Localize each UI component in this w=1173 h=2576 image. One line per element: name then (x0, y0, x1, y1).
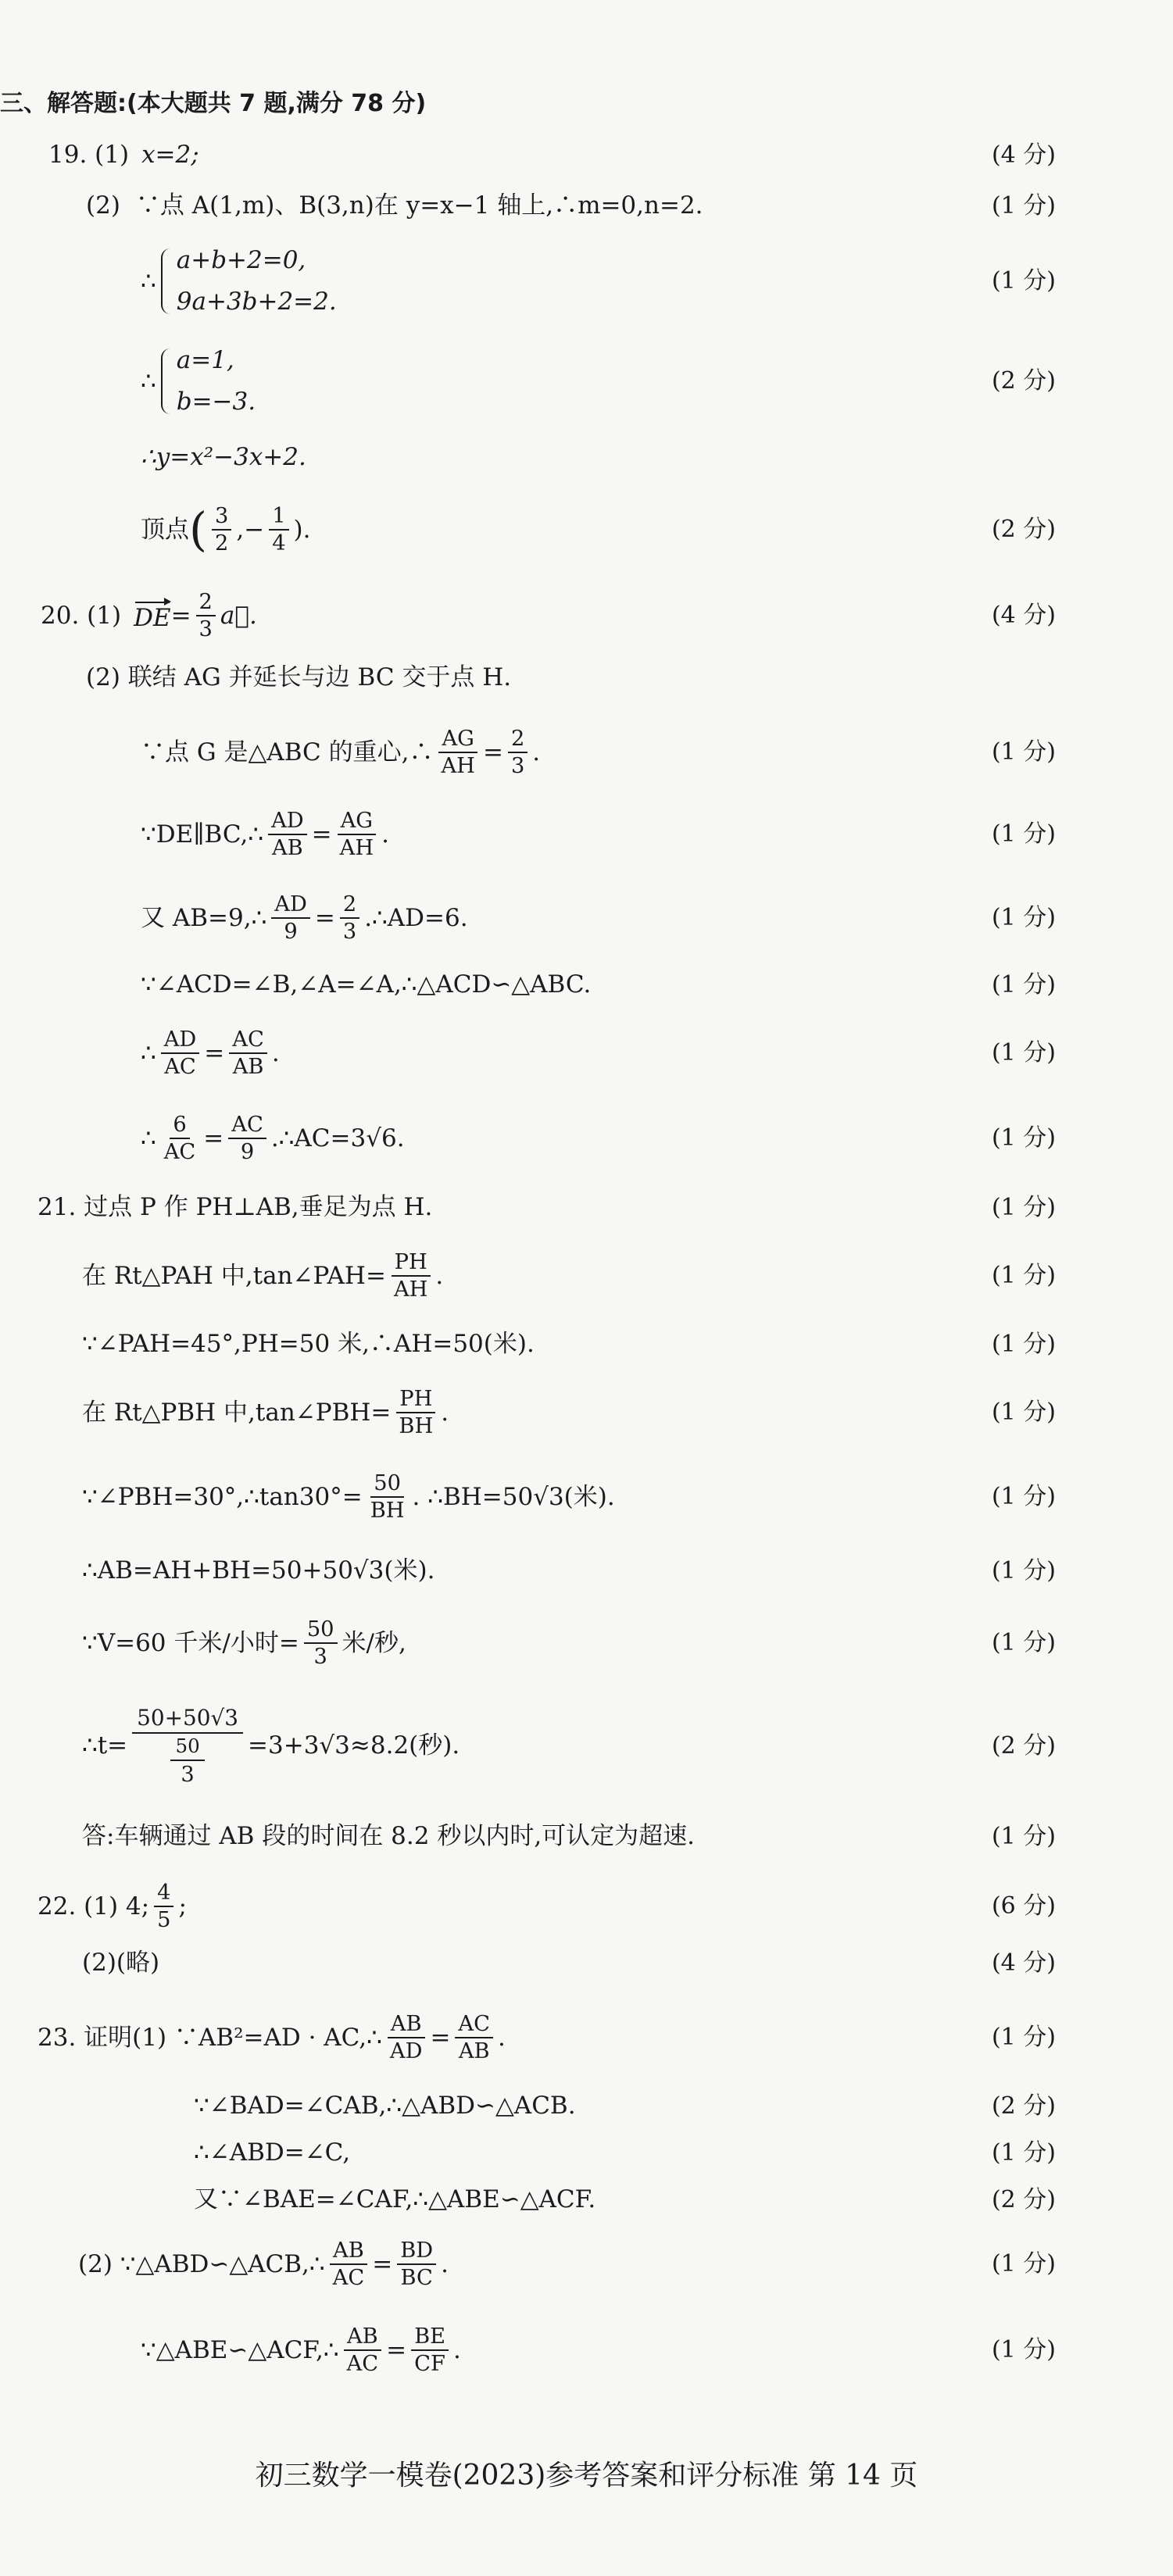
q22-line-1: 22. (1) 4; $\frac{4}{5}$ ; (6 分) (38, 1880, 1056, 1932)
q21-line-5: ∵∠PBH=30°,∴tan30°= $\frac{50}{BH}$ . ∴BH=50√3(米). (1 分) (82, 1470, 1056, 1523)
q20-line-8: ∴ $\frac{6}{AC}$ = $\frac{AC}{9}$ .∴AC=3√6. (1 分) (141, 1112, 1056, 1164)
fraction: $\frac{50}{BH}$ (370, 1470, 405, 1523)
score: (1 分) (991, 2336, 1056, 2363)
section-title: 三、解答题:(本大题共 7 题,满分 78 分) (0, 90, 427, 117)
q21-line-3: ∵∠PAH=45°,PH=50 米,∴AH=50(米). (1 分) (82, 1330, 1056, 1358)
score: (6 分) (991, 1892, 1056, 1920)
fraction: $\frac{PH}{AH}$ (391, 1252, 431, 1301)
score: (1 分) (991, 1124, 1056, 1152)
compound-fraction: $\frac{50+50√3}{\frac{50}{3}}$ (132, 1707, 243, 1785)
q21-line-6: ∴AB=AH+BH=50+50√3(米). (1 分) (82, 1556, 1056, 1585)
q19-line-5: ∴y=x²−3x+2. (141, 443, 306, 471)
fraction: $\frac{AB}{AD}$ (387, 2013, 426, 2063)
score: (1 分) (991, 1556, 1056, 1585)
fraction: $\frac{6}{AC}$ (163, 1112, 196, 1164)
q20-line-7: ∴ $\frac{AD}{AC}$ = $\frac{AC}{AB}$ . (1 分) (141, 1027, 1056, 1079)
fraction: $\frac{50}{3}$ (170, 1737, 204, 1785)
score: (2 分) (991, 2092, 1056, 2120)
fraction: $\frac{AC}{AB}$ (455, 2013, 493, 2063)
q20-line-4: ∵DE∥BC,∴ $\frac{AD}{AB}$ = $\frac{AG}{AH}$ . (1 分) (141, 808, 1056, 860)
q19-line-2: (2) ∵点 A(1,m)、B(3,n)在 y=x−1 轴上,∴m=0,n=2. (1 分) (86, 191, 1056, 220)
fraction: $\frac{AB}{AC}$ (344, 2326, 382, 2375)
score: (1 分) (991, 820, 1056, 848)
page-footer: 初三数学一模卷(2023)参考答案和评分标准 第 14 页 (255, 2460, 918, 2492)
fraction: $\frac{AB}{AC}$ (330, 2240, 368, 2289)
fraction: $\frac{BE}{CF}$ (411, 2326, 449, 2375)
score: (2 分) (991, 2185, 1056, 2213)
q21-line-8: ∴t= $\frac{50+50√3}{\frac{50}{3}}$ =3+3√3≈8.2(秒). (2 分) (82, 1705, 1056, 1787)
equation-system: a+b+2=0, 9a+3b+2=2. (161, 248, 337, 314)
fraction: $\frac{AC}{9}$ (228, 1114, 266, 1163)
score: (1 分) (991, 1330, 1056, 1358)
q23-line-3: ∴∠ABD=∠C, (1 分) (194, 2138, 1056, 2167)
score: (1 分) (991, 1483, 1056, 1510)
q21-line-7: ∵V=60 千米/小时= $\frac{50}{3}$ 米/秒, (1 分) (82, 1617, 1056, 1669)
fraction: $\frac{2}{3}$ (508, 728, 527, 777)
fraction: $\frac{AC}{AB}$ (229, 1029, 267, 1078)
score: (4 分) (991, 1949, 1056, 1977)
score: (2 分) (991, 367, 1056, 395)
fraction: $\frac{AG}{AH}$ (438, 728, 477, 777)
q20-line-1: 20. (1) DE = $\frac{2}{3}$ a⃗. (4 分) (41, 589, 1056, 641)
fraction: $\frac{AD}{9}$ (271, 894, 310, 943)
fraction: $\frac{3}{2}$ (212, 506, 231, 555)
fraction: $\frac{2}{3}$ (340, 894, 359, 943)
section-header (0, 92, 1173, 116)
score: (1 分) (991, 1039, 1056, 1066)
q23-line-5: (2) ∵△ABD∽△ACB,∴ $\frac{AB}{AC}$ = $\frac{BD}{BC}$ . (1 分) (78, 2238, 1056, 2290)
fraction: $\frac{BD}{BC}$ (397, 2240, 436, 2289)
q21-line-1: 21. 过点 P 作 PH⊥AB,垂足为点 H. (1 分) (38, 1193, 1056, 1221)
score: (1 分) (991, 1193, 1056, 1221)
q19-line-1: 19. (1) x=2; (4 分) (48, 141, 1056, 169)
fraction: $\frac{1}{4}$ (269, 506, 288, 555)
q19-line-4: ∴ a=1, b=−3. (2 分) (141, 346, 1056, 416)
score: (1 分) (991, 970, 1056, 999)
score: (2 分) (991, 1732, 1056, 1760)
q19-line-6: 顶点 ( $\frac{3}{2}$ ,− $\frac{1}{4}$ ). (2 分) (141, 502, 1056, 557)
score: (1 分) (991, 2024, 1056, 2051)
q23-line-1: 23. 证明(1) ∵AB²=AD · AC,∴ $\frac{AB}{AD}$ = $\frac{AC}{AB}$ . (1 分) (38, 2011, 1056, 2063)
fraction: $\frac{2}{3}$ (196, 591, 216, 641)
q20-line-3: ∵点 G 是△ABC 的重心,∴ $\frac{AG}{AH}$ = $\frac{2}{3}$ . (1 分) (141, 726, 1056, 778)
q21-line-4: 在 Rt△PBH 中,tan∠PBH= $\frac{PH}{BH}$ . (1 分) (82, 1386, 1056, 1438)
score: (1 分) (991, 904, 1056, 931)
q22-line-2: (2)(略) (4 分) (82, 1949, 1056, 1977)
q21-line-2: 在 Rt△PAH 中,tan∠PAH= $\frac{PH}{AH}$ . (1 分) (82, 1249, 1056, 1302)
score: (1 分) (991, 2138, 1056, 2167)
q20-line-6: ∵∠ACD=∠B,∠A=∠A,∴△ACD∽△ABC. (1 分) (141, 970, 1056, 999)
score: (1 分) (991, 1629, 1056, 1656)
score: (1 分) (991, 267, 1056, 295)
q21-line-9: 答:车辆通过 AB 段的时间在 8.2 秒以内时,可认定为超速. (1 分) (82, 1822, 1056, 1850)
q23-line-6: ∵△ABE∽△ACF,∴ $\frac{AB}{AC}$ = $\frac{BE}{CF}$ . (1 分) (141, 2324, 1056, 2376)
fraction: $\frac{PH}{BH}$ (395, 1388, 436, 1438)
score: (4 分) (991, 602, 1056, 629)
fraction: $\frac{AD}{AC}$ (161, 1029, 200, 1078)
score: (1 分) (991, 738, 1056, 766)
q23-line-2: ∵∠BAD=∠CAB,∴△ABD∽△ACB. (2 分) (194, 2092, 1056, 2120)
q23-line-4: 又∵∠BAE=∠CAF,∴△ABE∽△ACF. (2 分) (194, 2185, 1056, 2213)
fraction: $\frac{AG}{AH}$ (337, 810, 377, 859)
vector-de: DE (134, 602, 170, 631)
score: (2 分) (991, 516, 1056, 543)
fraction: $\frac{50}{3}$ (304, 1619, 338, 1668)
score: (1 分) (991, 2250, 1056, 2278)
equation-system: a=1, b=−3. (161, 348, 256, 414)
q20-line-2: (2) 联结 AG 并延长与边 BC 交于点 H. (86, 663, 512, 691)
score: (4 分) (991, 141, 1056, 169)
fraction: $\frac{AD}{AB}$ (268, 810, 307, 859)
q20-line-5: 又 AB=9,∴ $\frac{AD}{9}$ = $\frac{2}{3}$ .∴AD=6. (1 分) (141, 891, 1056, 944)
fraction: $\frac{4}{5}$ (154, 1882, 173, 1931)
q19-line-3: ∴ a+b+2=0, 9a+3b+2=2. (1 分) (141, 246, 1056, 316)
score: (1 分) (991, 1399, 1056, 1426)
score: (1 分) (991, 1262, 1056, 1289)
score: (1 分) (991, 1822, 1056, 1850)
score: (1 分) (991, 191, 1056, 220)
